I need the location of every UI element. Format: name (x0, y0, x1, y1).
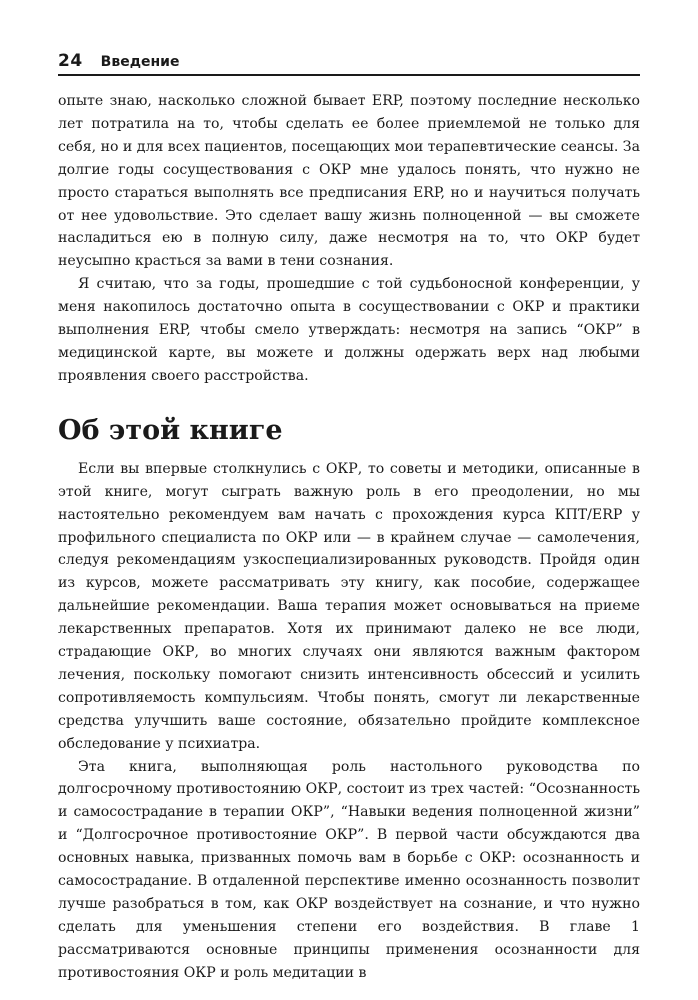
chapter-title: Введение (100, 54, 180, 70)
paragraph: Я считаю, что за годы, прошедшие с той судьбоносной конференции, у меня накопилось достаточно опыта в сосуществовании с ОКР и практики выполнения ERP, чтобы смело утверждать: несмотря на запись “ОКР” в медицинской карте, вы можете и должны одержать верх над любыми проявления своего расстройства. (58, 276, 640, 384)
running-header (58, 50, 640, 76)
body-text (58, 90, 640, 985)
paragraph: Эта книга, выполняющая роль настольного руководства по долгосрочному противостоянию ОКР, состоит из трех частей: “Осознанность и самосострадание в терапии ОКР”, “Навыки ведения полноценной жизни” и “Долгосрочное противостояние ОКР”. В первой части обсуждаются два основных навыка, призванных помочь вам в борьбе с ОКР: осознанность и самосострадание. В отдаленной перспективе именно осознанность позволит лучше разобраться в том, как ОКР воздействует на сознание, и что нужно сделать для уменьшения степени его воздействия. В главе 1 рассматриваются основные принципы применения осознанности для противостояния ОКР и роль медитации в (58, 758, 640, 981)
page-number: 24 (58, 51, 83, 71)
paragraph: опыте знаю, насколько сложной бывает ERP, поэтому последние несколько лет потратила на то, чтобы сделать ее более приемлемой не только для себя, но и для всех пациентов, посещающих мои терапевтические сеансы. За долгие годы сосуществования с ОКР мне удалось понять, что нужно не просто стараться выполнять все предписания ERP, но и научиться получать от нее удовольствие. Это сделает вашу жизнь полноценной — вы сможете насладиться ею в полную силу, даже несмотря на то, что ОКР будет неусыпно красться за вами в тени сознания. (58, 93, 640, 270)
paragraph: Если вы впервые столкнулись с ОКР, то советы и методики, описанные в этой книге, могут сыграть важную роль в его преодолении, но мы настоятельно рекомендуем вам начать с прохождения курса КПТ/ERP у профильного специалиста по ОКР или — в крайнем случае — самолечения, следуя рекомендациям узкоспециализированных руководств. Пройдя один из курсов, можете рассматривать эту книгу, как пособие, содержащее дальнейшие рекомендации. Ваша терапия может основываться на приеме лекарственных препаратов. Хотя их принимают далеко не все люди, страдающие ОКР, во многих случаях они являются важным фактором лечения, поскольку помогают снизить интенсивность обсессий и усилить сопротивляемость компульсиям. Чтобы понять, смогут ли лекарственные средства улучшить ваше состояние, обязательно пройдите комплексное обследование у психиатра. (58, 460, 640, 752)
section-heading: Об этой книге (58, 414, 283, 446)
